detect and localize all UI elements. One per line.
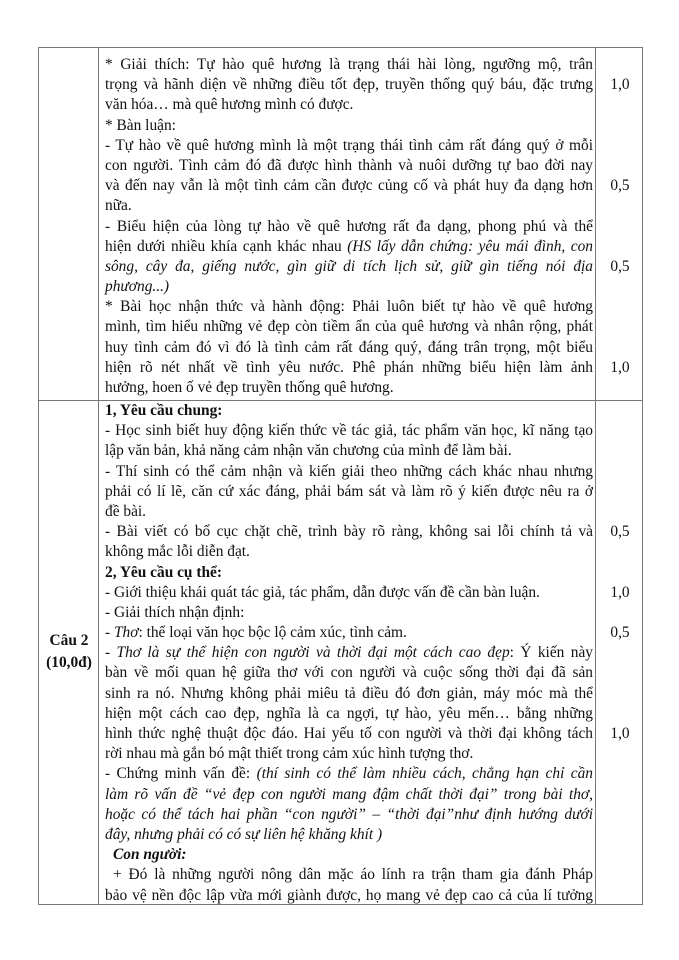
text-line — [105, 95, 593, 115]
text-segment: : thể loại văn học bộc lộ cảm xúc, tình cảm. — [138, 624, 407, 642]
text-line — [105, 845, 593, 865]
text-line — [105, 338, 593, 358]
text-line — [105, 156, 593, 176]
text-line — [105, 805, 593, 825]
text-segment: Thơ — [113, 624, 139, 642]
text-segment: Con người: — [113, 846, 187, 864]
text-segment: hoặc có thể tách hai phần “con người” – “thời đại”như định hướng dưới — [105, 805, 593, 823]
score-value: 0,5 — [610, 624, 630, 642]
text-segment: - Chứng minh vấn đề: — [105, 765, 257, 783]
text-line — [105, 462, 593, 482]
text-segment: hiện rõ nét nhất về tình yêu nước. Phê phán những biểu hiện làm ảnh — [105, 358, 593, 376]
text-segment: trọng và hãnh diện về những điều tốt đẹp, truyền thống quý báu, đặc trưng — [105, 76, 593, 94]
text-line — [105, 378, 593, 398]
text-line — [105, 825, 593, 845]
text-segment: * Giải thích: Tự hào quê hương là trạng thái hài lòng, ngưỡng mộ, trân — [105, 56, 593, 73]
question-label: Câu 2 — [49, 632, 89, 649]
text-line — [105, 563, 593, 583]
text-segment: : Ý kiến này — [509, 644, 593, 662]
text-segment: nữa. — [105, 197, 132, 215]
text-line — [105, 886, 593, 906]
text-segment: - — [105, 624, 114, 642]
text-line — [105, 217, 593, 237]
text-line — [105, 257, 593, 277]
text-segment: bảo vệ nền độc lập vừa mới giành được, họ mang vẻ đẹp cao cả của lí tưởng — [105, 886, 593, 904]
text-segment: không mắc lỗi diễn đạt. — [105, 543, 250, 561]
text-segment: hưởng, hoen ố vẻ đẹp truyền thống quê hương. — [105, 379, 394, 396]
text-segment: bàn về mối quan hệ giữa thơ với con người và cuộc sống thời đại đã sản — [105, 664, 593, 682]
text-segment: rời nhau mà gắn bó mật thiết trong cảm xúc hình tượng thơ. — [105, 745, 474, 763]
text-line — [105, 684, 593, 704]
text-segment: mình, tìm hiểu những vẻ đẹp còn tiềm ẩn của quê hương và nhân rộng, phát — [105, 318, 593, 336]
text-line — [105, 421, 593, 441]
text-segment: lập văn bản, khả năng cảm nhận văn chương của mình để làm bài. — [105, 442, 512, 460]
text-segment: - — [105, 644, 117, 662]
text-line — [105, 196, 593, 216]
text-line — [105, 583, 593, 603]
text-line — [105, 522, 593, 542]
text-segment: sinh ra nó. Nhưng không phải miêu tả điều đó đơn giản, máy móc mà thể — [105, 684, 593, 702]
text-segment: hiện một cách cao đẹp, nghĩa là ca ngợi, tự hào, yêu mến… bằng những — [105, 704, 593, 722]
text-line — [105, 603, 593, 623]
text-line — [105, 785, 593, 805]
text-segment: (HS lấy dẫn chứng: yêu mái đình, con — [347, 237, 593, 255]
text-segment: * Bài học nhận thức và hành động: Phải luôn biết tự hào về quê hương — [105, 298, 593, 316]
text-segment: huy tình cảm đó vì đó là tình cảm rất đáng quý, đáng trân trọng, một biểu — [105, 338, 593, 356]
text-segment: và đến nay vẫn là một tình cảm cần được củng cố và phát huy đa dạng hơn — [105, 177, 593, 195]
text-line — [105, 55, 593, 75]
text-segment: 1, Yêu cầu chung: — [105, 402, 223, 419]
text-line — [105, 136, 593, 156]
text-line — [105, 401, 593, 421]
text-segment: - Thí sinh có thể cảm nhận và kiến giải theo những cách khác nhau nhưng — [105, 462, 593, 480]
row-content — [105, 401, 593, 906]
text-line — [105, 277, 593, 297]
text-line — [105, 663, 593, 683]
text-line — [105, 744, 593, 764]
score-value: 1,0 — [610, 76, 630, 94]
text-line — [105, 116, 593, 136]
score-value: 1,0 — [610, 359, 630, 376]
text-segment: hiện dưới nhiều khía cạnh khác nhau — [105, 237, 348, 255]
score-value: 0,5 — [610, 258, 630, 275]
text-segment: + Đó là những người nông dân mặc áo lính ra trận tham gia đánh Pháp — [113, 866, 593, 884]
text-line — [105, 237, 593, 257]
text-segment: phải có lí lẽ, căn cứ xác đáng, phải bám sát và làm rõ ý kiến được nêu ra ở — [105, 482, 593, 500]
text-line — [105, 623, 593, 643]
text-segment: - Tự hào về quê hương mình là một trạng thái tình cảm rất đáng quý ở mỗi — [105, 136, 593, 154]
text-line — [105, 75, 593, 95]
text-segment: văn hóa… mà quê hương mình có được. — [105, 96, 354, 114]
text-line — [105, 643, 593, 663]
text-segment: 2, Yêu cầu cụ thể: — [105, 563, 222, 581]
text-line — [105, 704, 593, 724]
text-segment: đề bài. — [105, 502, 147, 520]
text-segment: đây, nhưng phải có có sự liên hệ khăng khít ) — [105, 825, 383, 843]
text-line — [105, 865, 593, 885]
text-segment: sông, cây đa, giếng nước, gìn giữ di tích lịch sử, giữ gìn tiếng nói địa — [105, 257, 593, 275]
text-segment: Thơ là sự thể hiện con người và thời đại một cách cao đẹp — [116, 644, 510, 662]
text-line — [105, 441, 593, 461]
text-line — [105, 317, 593, 337]
text-segment: làm rõ vấn đề “vẻ đẹp con người mang đậm chất thời đại” trong bài thơ, — [105, 785, 593, 803]
text-segment: con người. Tình cảm đó đã được hình thành và nuôi dưỡng tự bao đời nay — [105, 156, 593, 174]
row-content — [105, 55, 593, 398]
text-segment: - Học sinh biết huy động kiến thức về tác giả, tác phẩm văn học, kĩ năng tạo — [105, 422, 593, 440]
text-segment: * Bàn luận: — [105, 116, 176, 134]
score-value: 0,5 — [610, 177, 630, 195]
text-line — [105, 502, 593, 522]
text-line — [105, 358, 593, 378]
text-line — [105, 176, 593, 196]
score-value: 1,0 — [610, 583, 630, 601]
column-divider — [98, 48, 99, 904]
score-value: 1,0 — [610, 725, 630, 743]
text-line — [105, 724, 593, 744]
text-segment: hình thức nghệ thuật độc đáo. Hai yếu tố con người và thời đại không tách — [105, 725, 593, 742]
text-line — [105, 482, 593, 502]
score-value: 0,5 — [610, 523, 630, 541]
text-segment: - Giải thích nhận định: — [105, 603, 245, 621]
text-segment: - Giới thiệu khái quát tác giả, tác phẩm, dẫn được vấn đề cần bàn luận. — [105, 583, 540, 601]
text-segment: - Bài viết có bố cục chặt chẽ, trình bày rõ ràng, không sai lỗi chính tả và — [105, 523, 593, 541]
question-label: (10,0đ) — [46, 654, 92, 671]
text-line — [105, 764, 593, 784]
text-line — [105, 542, 593, 562]
text-line — [105, 297, 593, 317]
text-segment: (thí sinh có thể làm nhiều cách, chẳng hạn chỉ cần — [256, 765, 593, 783]
answer-key-table — [38, 47, 643, 905]
text-segment: - Biểu hiện của lòng tự hào về quê hương rất đa dạng, phong phú và thể — [105, 217, 593, 235]
text-segment: phương...) — [105, 278, 170, 296]
